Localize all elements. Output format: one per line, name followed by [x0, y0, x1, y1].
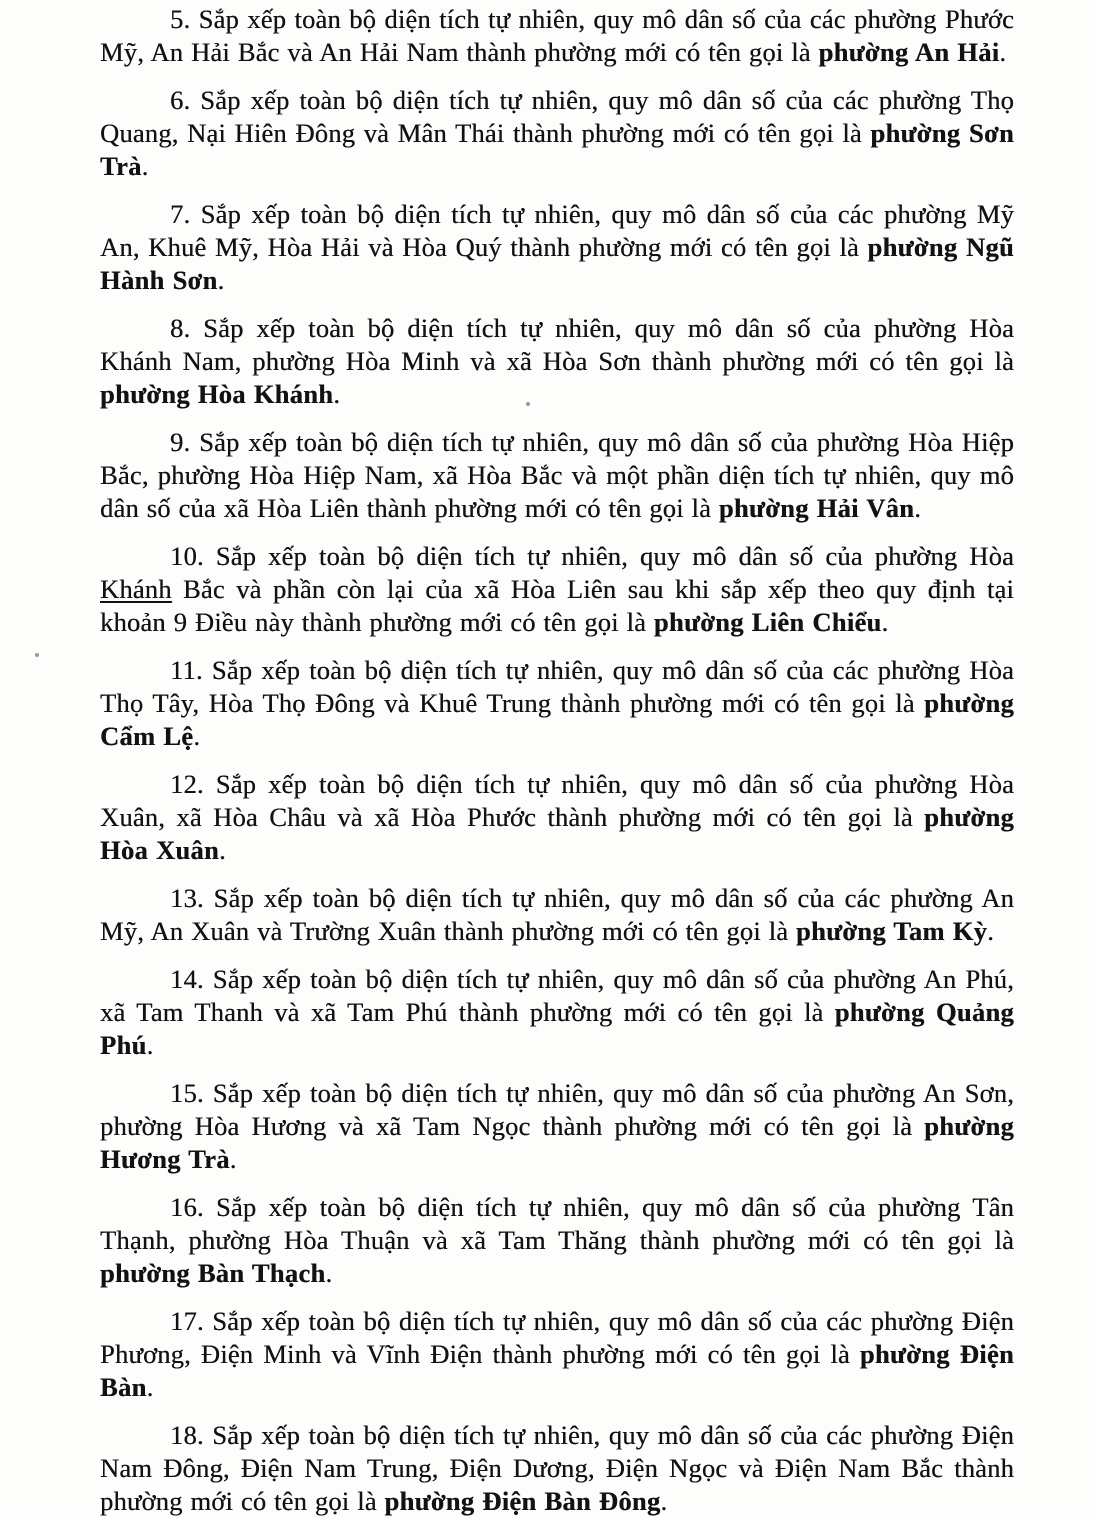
- clause-text: .: [914, 493, 922, 523]
- new-ward-name: phường Sơn Trà: [100, 118, 1014, 181]
- new-ward-name: phường Quảng Phú: [100, 997, 1014, 1060]
- clause-text: 18. Sắp xếp toàn bộ diện tích tự nhiên, quy mô dân số của các phường Điện Nam Đông, Điện Nam Trung, Điện Dương, Điện Ngọc và Điện Nam Bắc thành phường mới có tên gọi là: [100, 1420, 1014, 1516]
- clause-text: .: [193, 721, 201, 751]
- clause-13: [100, 882, 1014, 948]
- clause-text: .: [219, 835, 226, 865]
- clause-text: 5. Sắp xếp toàn bộ diện tích tự nhiên, quy mô dân số của các phường Phước Mỹ, An Hải Bắc và An Hải Nam thành phường mới có tên gọi là: [100, 4, 1014, 67]
- clause-14: [100, 963, 1014, 1062]
- clause-text: 10. Sắp xếp toàn bộ diện tích tự nhiên, quy mô dân số của phường Hòa: [170, 541, 1014, 571]
- clause-text: .: [229, 1144, 237, 1174]
- scan-speck: [526, 402, 530, 406]
- new-ward-name: phường Điện Bàn: [100, 1339, 1014, 1402]
- clause-text: 14. Sắp xếp toàn bộ diện tích tự nhiên, quy mô dân số của phường An Phú, xã Tam Thanh và xã Tam Phú thành phường mới có tên gọi là: [100, 964, 1014, 1027]
- clause-text: 13. Sắp xếp toàn bộ diện tích tự nhiên, quy mô dân số của các phường An Mỹ, An Xuân và Trường Xuân thành phường mới có tên gọi là: [100, 883, 1014, 946]
- clause-text: .: [146, 1372, 154, 1402]
- new-ward-name: phường Hải Vân: [718, 493, 915, 523]
- new-ward-name: phường Bàn Thạch: [100, 1258, 326, 1288]
- clause-16: [100, 1191, 1014, 1290]
- clause-text: .: [881, 607, 889, 637]
- clause-10: [100, 540, 1014, 639]
- clause-text: Khánh: [100, 574, 172, 604]
- clause-7: [100, 198, 1014, 297]
- clause-text: .: [987, 916, 994, 946]
- clause-9: [100, 426, 1014, 525]
- new-ward-name: phường Ngũ Hành Sơn: [100, 232, 1014, 295]
- clause-text: 12. Sắp xếp toàn bộ diện tích tự nhiên, quy mô dân số của phường Hòa Xuân, xã Hòa Châu và xã Hòa Phước thành phường mới có tên gọi là: [100, 769, 1014, 832]
- scan-speck: [35, 653, 39, 657]
- new-ward-name: phường Tam Kỳ: [796, 916, 988, 946]
- new-ward-name: phường Điện Bàn Đông: [384, 1486, 661, 1516]
- clause-text: .: [999, 37, 1007, 67]
- new-ward-name: phường Cẩm Lệ: [100, 688, 1014, 751]
- clause-text: .: [141, 151, 149, 181]
- clause-text: .: [146, 1030, 154, 1060]
- new-ward-name: phường Liên Chiểu: [653, 607, 882, 637]
- clause-text: .: [217, 265, 225, 295]
- clause-text: 9. Sắp xếp toàn bộ diện tích tự nhiên, quy mô dân số của phường Hòa Hiệp Bắc, phường Hòa Hiệp Nam, xã Hòa Bắc và một phần diện tích tự nhiên, quy mô dân số của xã Hòa Liên thành phường mới có tên gọi là: [100, 427, 1014, 523]
- new-ward-name: phường Hương Trà: [100, 1111, 1014, 1174]
- clause-text: 15. Sắp xếp toàn bộ diện tích tự nhiên, quy mô dân số của phường An Sơn, phường Hòa Hương và xã Tam Ngọc thành phường mới có tên gọi là: [100, 1078, 1014, 1141]
- clause-12: [100, 768, 1014, 867]
- clause-text: 7. Sắp xếp toàn bộ diện tích tự nhiên, quy mô dân số của các phường Mỹ An, Khuê Mỹ, Hòa Hải và Hòa Quý thành phường mới có tên gọi là: [100, 199, 1014, 262]
- clause-text: 17. Sắp xếp toàn bộ diện tích tự nhiên, quy mô dân số của các phường Điện Phương, Điện Minh và Vĩnh Điện thành phường mới có tên gọi là: [100, 1306, 1014, 1369]
- new-ward-name: phường Hòa Xuân: [100, 802, 1014, 865]
- clause-5: [100, 3, 1014, 69]
- clause-15: [100, 1077, 1014, 1176]
- clause-text: .: [325, 1258, 333, 1288]
- clause-text: .: [660, 1486, 668, 1516]
- document-body: [100, 3, 1014, 1518]
- clause-11: [100, 654, 1014, 753]
- clause-6: [100, 84, 1014, 183]
- clause-text: 11. Sắp xếp toàn bộ diện tích tự nhiên, quy mô dân số của các phường Hòa Thọ Tây, Hòa Thọ Đông và Khuê Trung thành phường mới có tên gọi là: [100, 655, 1014, 718]
- new-ward-name: phường Hòa Khánh: [100, 379, 334, 409]
- clause-text: 6. Sắp xếp toàn bộ diện tích tự nhiên, quy mô dân số của các phường Thọ Quang, Nại Hiên Đông và Mân Thái thành phường mới có tên gọi là: [100, 85, 1014, 148]
- clause-text: Bắc và phần còn lại của xã Hòa Liên sau khi sắp xếp theo quy định tại khoản 9 Điều này thành phường mới có tên gọi là: [100, 574, 1014, 637]
- new-ward-name: phường An Hải: [818, 37, 1000, 67]
- clause-text: .: [333, 379, 341, 409]
- clause-18: [100, 1419, 1014, 1518]
- clause-text: 8. Sắp xếp toàn bộ diện tích tự nhiên, quy mô dân số của phường Hòa Khánh Nam, phường Hòa Minh và xã Hòa Sơn thành phường mới có tên gọi là: [100, 313, 1014, 376]
- clause-text: 16. Sắp xếp toàn bộ diện tích tự nhiên, quy mô dân số của phường Tân Thạnh, phường Hòa Thuận và xã Tam Thăng thành phường mới có tên gọi là: [100, 1192, 1014, 1255]
- clause-8: [100, 312, 1014, 411]
- clause-17: [100, 1305, 1014, 1404]
